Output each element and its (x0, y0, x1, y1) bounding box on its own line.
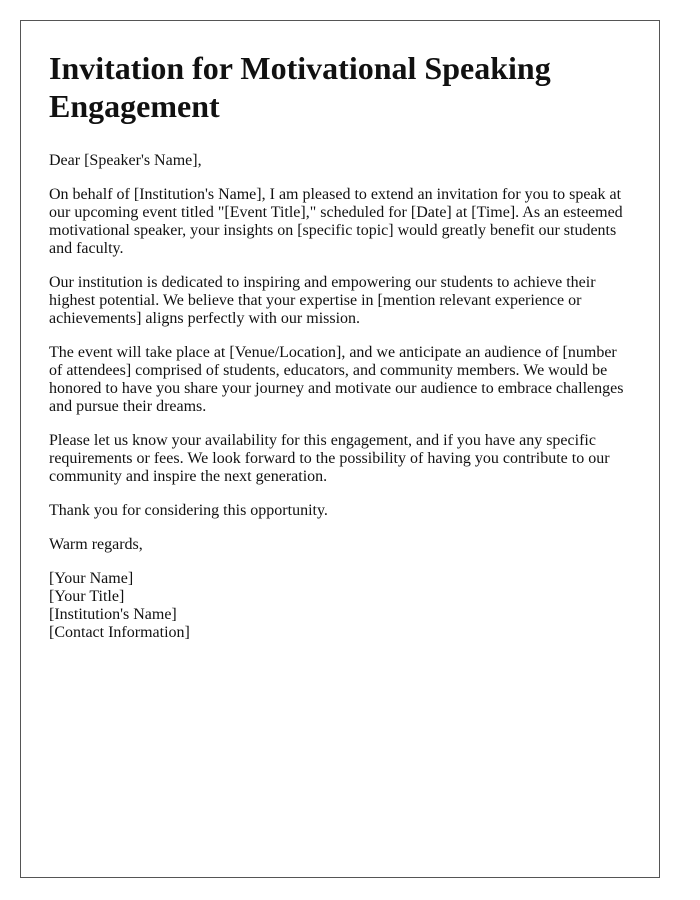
paragraph-thanks: Thank you for considering this opportunity. (49, 502, 328, 519)
paragraph-institution: Our institution is dedicated to inspiring and empowering our students to achieve their highest potential. We believe that your expertise in [mention relevant experience or achievements] aligns perfectly with our mission. (49, 274, 596, 327)
letter-page (20, 20, 660, 878)
signature-title: [Your Title] (49, 588, 125, 605)
paragraph-availability: Please let us know your availability for this engagement, and if you have any specific requirements or fees. We look forward to the possibility of having you contribute to our community and inspire the next generation. (49, 432, 610, 485)
closing: Warm regards, (49, 536, 143, 553)
paragraph-invitation: On behalf of [Institution's Name], I am pleased to extend an invitation for you to speak at our upcoming event titled "[Event Title]," scheduled for [Date] at [Time]. As an esteemed motivational speaker, your insights on [specific topic] would greatly benefit our students and faculty. (49, 186, 623, 257)
letter-title: Invitation for Motivational Speaking Engagement (49, 50, 551, 124)
signature-institution: [Institution's Name] (49, 606, 177, 623)
salutation: Dear [Speaker's Name], (49, 152, 202, 169)
paragraph-event-details: The event will take place at [Venue/Location], and we anticipate an audience of [number of attendees] comprised of students, educators, and community members. We would be honored to have you share your journey and motivate our audience to embrace challenges and pursue their dreams. (49, 344, 624, 415)
signature-block (49, 570, 631, 642)
signature-name: [Your Name] (49, 570, 134, 587)
signature-contact: [Contact Information] (49, 624, 190, 641)
